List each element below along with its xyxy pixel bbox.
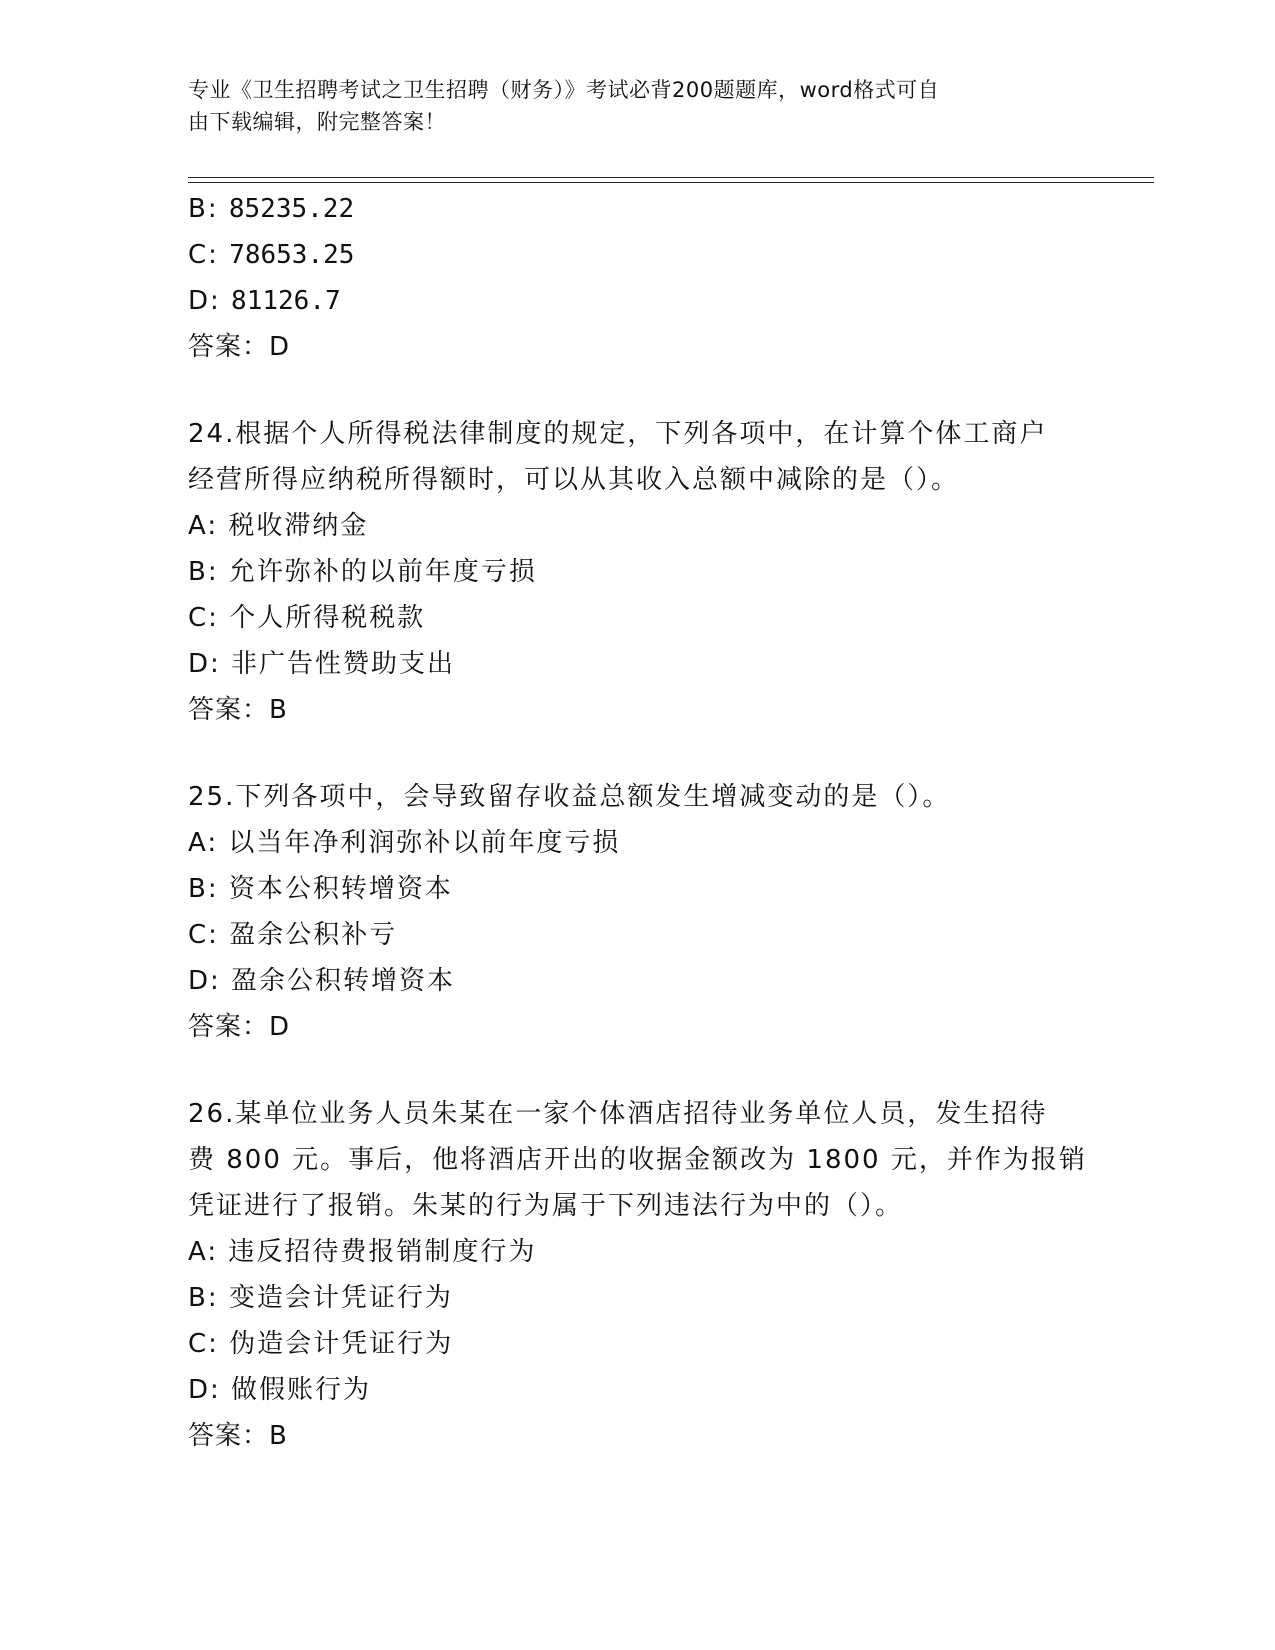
option-a (188, 820, 1088, 866)
option-c (188, 595, 1088, 641)
option-key: A: (188, 828, 219, 858)
header-line-2: 由下载编辑，附完整答案！ (188, 110, 446, 134)
question-24 (188, 411, 1088, 733)
question-text-line: 凭证进行了报销。朱某的行为属于下列违法行为中的（）。 (188, 1191, 904, 1221)
option-text: 资本公积转增资本 (228, 874, 453, 904)
option-key: D: (188, 649, 221, 679)
question-text-line: 24.根据个人所得税法律制度的规定，下列各项中，在计算个体工商户 (188, 419, 1048, 449)
option-d (188, 278, 1088, 324)
option-text: 税收滞纳金 (228, 511, 369, 541)
option-d (188, 1367, 1088, 1413)
option-a (188, 1229, 1088, 1275)
question-25 (188, 774, 1088, 1050)
option-key: B: (188, 557, 219, 587)
option-text: 非广告性赞助支出 (231, 649, 456, 679)
answer-line: 答案：B (188, 1421, 288, 1451)
option-key: A: (188, 511, 219, 541)
question-text-line: 26.某单位业务人员朱某在一家个体酒店招待业务单位人员，发生招待 (188, 1099, 1048, 1129)
header-line-1: 专业《卫生招聘考试之卫生招聘（财务）》考试必背200题题库，word格式可自 (188, 78, 940, 102)
header-divider-top (188, 177, 1154, 178)
option-c (188, 232, 1088, 278)
option-key: C: (188, 1329, 219, 1359)
option-d (188, 958, 1088, 1004)
option-text: 盈余公积转增资本 (231, 966, 456, 996)
option-key: C: (188, 240, 219, 270)
question-text-line: 经营所得应纳税所得额时，可以从其收入总额中减除的是（）。 (188, 465, 960, 495)
option-key: C: (188, 603, 219, 633)
option-b (188, 1275, 1088, 1321)
answer-line: 答案：D (188, 1012, 291, 1042)
question-text-line: 费 800 元。事后，他将酒店开出的收据金额改为 1800 元，并作为报销 (188, 1145, 1087, 1175)
option-key: D: (188, 286, 221, 316)
option-key: D: (188, 1375, 221, 1405)
option-key: C: (188, 920, 219, 950)
option-key: B: (188, 874, 219, 904)
option-text: 做假账行为 (231, 1375, 372, 1405)
option-a (188, 503, 1088, 549)
answer-line: 答案：B (188, 695, 288, 725)
question-26 (188, 1091, 1088, 1459)
option-key: A: (188, 1237, 219, 1267)
question-text-line: 25.下列各项中，会导致留存收益总额发生增减变动的是（）。 (188, 782, 951, 812)
option-c (188, 1321, 1088, 1367)
option-text: 伪造会计凭证行为 (229, 1329, 454, 1359)
option-b (188, 866, 1088, 912)
option-text: 以当年净利润弥补以前年度亏损 (228, 828, 621, 858)
option-text: 允许弥补的以前年度亏损 (228, 557, 537, 587)
option-key: B: (188, 194, 219, 224)
option-text: 盈余公积补亏 (229, 920, 398, 950)
option-text: 违反招待费报销制度行为 (228, 1237, 537, 1267)
answer-line: 答案：D (188, 332, 291, 362)
question-list (188, 186, 1088, 1459)
prev-question-block (188, 186, 1088, 370)
option-key: B: (188, 1283, 219, 1313)
option-c (188, 912, 1088, 958)
header-divider-bottom (188, 182, 1154, 183)
option-text: 85235.22 (228, 194, 355, 224)
option-text: 个人所得税税款 (229, 603, 426, 633)
option-b (188, 549, 1088, 595)
document-header (188, 74, 1088, 138)
option-d (188, 641, 1088, 687)
option-text: 变造会计凭证行为 (228, 1283, 453, 1313)
option-key: D: (188, 966, 221, 996)
option-text: 81126.7 (231, 286, 341, 316)
option-text: 78653.25 (229, 240, 355, 270)
option-b (188, 186, 1088, 232)
